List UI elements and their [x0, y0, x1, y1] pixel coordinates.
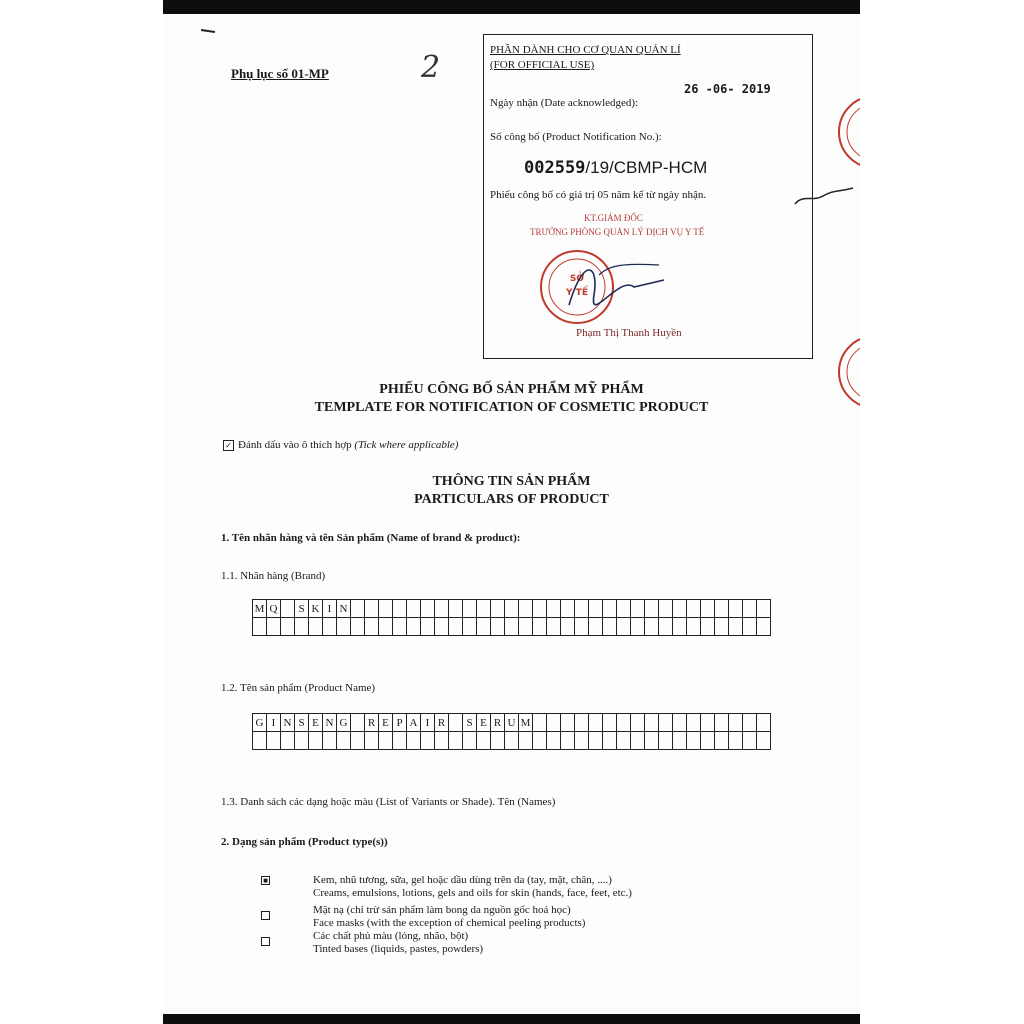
- notification-suffix: /19/CBMP-HCM: [585, 158, 708, 177]
- brand-grid-cell: [715, 600, 729, 618]
- official-title-vn: PHẦN DÀNH CHO CƠ QUAN QUẢN LÍ: [490, 44, 681, 56]
- brand-grid-cell: [547, 600, 561, 618]
- brand-grid-cell: [659, 618, 673, 636]
- product-grid-cell: [617, 732, 631, 750]
- brand-grid-cell: [477, 600, 491, 618]
- brand-grid-cell: Q: [267, 600, 281, 618]
- brand-grid-cell: [561, 618, 575, 636]
- brand-grid-cell: [407, 618, 421, 636]
- brand-grid: [252, 599, 771, 636]
- brand-grid-cell: [575, 618, 589, 636]
- brand-grid-cell: [533, 618, 547, 636]
- tick-instruction-vn: Đánh dấu vào ô thích hợp: [238, 439, 352, 451]
- svg-text:SỞ: SỞ: [569, 274, 585, 284]
- brand-grid-cell: [645, 600, 659, 618]
- brand-grid-cell: [365, 600, 379, 618]
- product-type-vn: Mặt nạ (chỉ trừ sản phẩm làm bong da nguồn gốc hoá học): [313, 904, 571, 916]
- brand-grid-cell: [687, 600, 701, 618]
- brand-grid-cell: I: [323, 600, 337, 618]
- brand-grid-cell: [407, 600, 421, 618]
- tick-instruction: [223, 439, 458, 451]
- product-grid-cell: [351, 732, 365, 750]
- brand-grid-cell: [631, 600, 645, 618]
- product-grid-cell: [547, 714, 561, 732]
- product-grid-cell: [365, 732, 379, 750]
- product-type-item: [261, 930, 821, 970]
- product-grid-cell: I: [267, 714, 281, 732]
- variants-label: 1.3. Danh sách các dạng hoặc màu (List of Variants or Shade). Tên (Names): [221, 796, 556, 808]
- product-label: 1.2. Tên sản phẩm (Product Name): [221, 682, 376, 694]
- brand-grid-cell: [757, 600, 771, 618]
- section-title-vn: THÔNG TIN SẢN PHẨM: [432, 474, 591, 489]
- notification-number-digits: 002559: [524, 158, 586, 178]
- brand-grid-cell: [701, 618, 715, 636]
- product-grid-row: [253, 714, 771, 732]
- brand-grid-cell: [491, 618, 505, 636]
- brand-grid-cell: [533, 600, 547, 618]
- svg-text:Y TẾ: Y TẾ: [566, 288, 588, 298]
- official-use-box: [483, 34, 813, 359]
- product-type-en: Tinted bases (liquids, pastes, powders): [313, 943, 484, 955]
- official-title: [490, 43, 681, 73]
- brand-grid-row: [253, 600, 771, 618]
- brand-grid-cell: [379, 618, 393, 636]
- checkbox-icon: [261, 937, 270, 946]
- product-grid-cell: [701, 714, 715, 732]
- product-grid-cell: [589, 714, 603, 732]
- product-grid-row: [253, 732, 771, 750]
- top-border: [163, 0, 860, 14]
- product-grid-cell: [729, 714, 743, 732]
- handwritten-number: 2: [421, 50, 441, 85]
- brand-grid-cell: [715, 618, 729, 636]
- brand-grid-cell: [491, 600, 505, 618]
- brand-grid-cell: [631, 618, 645, 636]
- brand-grid-cell: [435, 618, 449, 636]
- product-grid-cell: [421, 732, 435, 750]
- product-grid-cell: R: [365, 714, 379, 732]
- brand-grid-cell: [743, 618, 757, 636]
- date-value: 26 -06- 2019: [684, 82, 771, 96]
- product-grid-cell: [561, 732, 575, 750]
- product-grid-cell: [673, 714, 687, 732]
- brand-grid-cell: [463, 618, 477, 636]
- product-grid-cell: [645, 714, 659, 732]
- brand-grid-cell: [365, 618, 379, 636]
- product-grid-cell: [267, 732, 281, 750]
- brand-grid-cell: [617, 600, 631, 618]
- product-type-vn: Kem, nhũ tương, sữa, gel hoặc dầu dùng trên da (tay, mặt, chân, ....): [313, 874, 612, 886]
- product-types-list: [261, 874, 821, 970]
- brand-grid-cell: [323, 618, 337, 636]
- brand-grid-cell: [673, 618, 687, 636]
- product-grid-cell: [589, 732, 603, 750]
- product-grid-cell: [687, 714, 701, 732]
- product-grid-cell: S: [295, 714, 309, 732]
- bottom-border: [163, 1014, 860, 1024]
- product-grid-cell: [309, 732, 323, 750]
- product-grid-cell: [743, 714, 757, 732]
- brand-grid-cell: [463, 600, 477, 618]
- product-grid-cell: [295, 732, 309, 750]
- brand-grid-cell: [449, 600, 463, 618]
- brand-grid-cell: [617, 618, 631, 636]
- brand-grid-cell: K: [309, 600, 323, 618]
- product-grid-cell: [519, 732, 533, 750]
- brand-grid-cell: [659, 600, 673, 618]
- brand-label: 1.1. Nhãn hàng (Brand): [221, 570, 326, 582]
- product-grid-cell: [687, 732, 701, 750]
- product-grid-cell: [757, 714, 771, 732]
- appendix-label: Phụ lục số 01-MP: [231, 66, 329, 81]
- notification-label: Số công bố (Product Notification No.):: [490, 131, 662, 143]
- product-grid-cell: [757, 732, 771, 750]
- product-type-en: Creams, emulsions, lotions, gels and oils for skin (hands, face, feet, etc.): [313, 887, 632, 899]
- brand-grid-cell: [253, 618, 267, 636]
- product-type-en: Face masks (with the exception of chemical peeling products): [313, 917, 586, 929]
- product-grid-cell: N: [323, 714, 337, 732]
- validity-note: Phiếu công bố có giá trị 05 năm kể từ ngày nhận.: [490, 189, 707, 201]
- product-grid-cell: [533, 732, 547, 750]
- product-grid-cell: [617, 714, 631, 732]
- product-grid-cell: [729, 732, 743, 750]
- section2-heading: 2. Dạng sản phẩm (Product type(s)): [221, 836, 388, 848]
- brand-grid-cell: [449, 618, 463, 636]
- checkbox-icon: ■: [261, 876, 270, 885]
- product-grid: [252, 713, 771, 750]
- pen-mark: [201, 29, 215, 33]
- product-grid-cell: [645, 732, 659, 750]
- brand-grid-cell: [435, 600, 449, 618]
- product-grid-cell: [575, 732, 589, 750]
- brand-grid-cell: [519, 618, 533, 636]
- product-grid-cell: [533, 714, 547, 732]
- brand-grid-cell: N: [337, 600, 351, 618]
- product-grid-cell: [379, 732, 393, 750]
- product-grid-cell: R: [435, 714, 449, 732]
- brand-grid-cell: [267, 618, 281, 636]
- product-grid-cell: [393, 732, 407, 750]
- product-grid-cell: [631, 732, 645, 750]
- product-grid-cell: [715, 732, 729, 750]
- document-page: [163, 14, 860, 1014]
- section-title-en: PARTICULARS OF PRODUCT: [414, 492, 609, 507]
- brand-grid-cell: [337, 618, 351, 636]
- brand-grid-cell: M: [253, 600, 267, 618]
- product-grid-cell: [575, 714, 589, 732]
- brand-grid-cell: [673, 600, 687, 618]
- brand-grid-cell: [701, 600, 715, 618]
- brand-grid-cell: [477, 618, 491, 636]
- partial-stamp-icon: [835, 84, 860, 184]
- brand-grid-cell: [281, 618, 295, 636]
- date-label: Ngày nhận (Date acknowledged):: [490, 97, 639, 109]
- product-grid-cell: [477, 732, 491, 750]
- product-grid-cell: P: [393, 714, 407, 732]
- product-grid-cell: G: [253, 714, 267, 732]
- product-grid-cell: I: [421, 714, 435, 732]
- brand-grid-cell: [393, 600, 407, 618]
- brand-grid-row: [253, 618, 771, 636]
- brand-grid-cell: [351, 600, 365, 618]
- section1-heading: 1. Tên nhãn hàng và tên Sản phẩm (Name of brand & product):: [221, 532, 521, 544]
- brand-grid-cell: [645, 618, 659, 636]
- product-grid-cell: E: [477, 714, 491, 732]
- product-grid-cell: [435, 732, 449, 750]
- brand-grid-cell: [351, 618, 365, 636]
- brand-grid-cell: [505, 600, 519, 618]
- signer-name: Phạm Thị Thanh Huyền: [576, 327, 682, 339]
- product-grid-cell: [743, 732, 757, 750]
- product-grid-cell: S: [463, 714, 477, 732]
- product-grid-cell: R: [491, 714, 505, 732]
- brand-grid-cell: [757, 618, 771, 636]
- product-grid-cell: [561, 714, 575, 732]
- brand-grid-cell: [421, 600, 435, 618]
- signer-dept: TRƯỞNG PHÒNG QUẢN LÝ DỊCH VỤ Y TẾ: [530, 227, 705, 237]
- product-grid-cell: [351, 714, 365, 732]
- brand-grid-cell: [393, 618, 407, 636]
- brand-grid-cell: [281, 600, 295, 618]
- brand-grid-cell: [743, 600, 757, 618]
- brand-grid-cell: [561, 600, 575, 618]
- brand-grid-cell: [519, 600, 533, 618]
- product-grid-cell: A: [407, 714, 421, 732]
- product-grid-cell: [701, 732, 715, 750]
- brand-grid-cell: [379, 600, 393, 618]
- product-grid-cell: [323, 732, 337, 750]
- product-grid-cell: [337, 732, 351, 750]
- official-title-en: (FOR OFFICIAL USE): [490, 59, 595, 71]
- product-grid-cell: E: [309, 714, 323, 732]
- product-grid-cell: [659, 714, 673, 732]
- product-grid-cell: [603, 714, 617, 732]
- brand-grid-cell: [295, 618, 309, 636]
- checkbox-icon: [261, 911, 270, 920]
- brand-grid-cell: S: [295, 600, 309, 618]
- brand-grid-cell: [687, 618, 701, 636]
- brand-grid-cell: [603, 618, 617, 636]
- notification-number: [524, 158, 707, 178]
- brand-grid-cell: [729, 600, 743, 618]
- brand-grid-cell: [729, 618, 743, 636]
- form-title-en: TEMPLATE FOR NOTIFICATION OF COSMETIC PRODUCT: [314, 400, 709, 415]
- signer-title: KT.GIÁM ĐỐC: [584, 213, 643, 223]
- product-grid-cell: [449, 732, 463, 750]
- product-grid-cell: [281, 732, 295, 750]
- brand-grid-cell: [547, 618, 561, 636]
- checkbox-checked-icon: ✓: [223, 440, 234, 451]
- product-grid-cell: N: [281, 714, 295, 732]
- product-grid-cell: [603, 732, 617, 750]
- brand-grid-cell: [589, 618, 603, 636]
- product-type-vn: Các chất phủ màu (lỏng, nhão, bột): [313, 930, 469, 942]
- brand-grid-cell: [421, 618, 435, 636]
- product-grid-cell: [547, 732, 561, 750]
- product-grid-cell: [253, 732, 267, 750]
- brand-grid-cell: [505, 618, 519, 636]
- product-grid-cell: U: [505, 714, 519, 732]
- product-grid-cell: [449, 714, 463, 732]
- brand-grid-cell: [603, 600, 617, 618]
- official-stamp-icon: [539, 235, 669, 335]
- product-grid-cell: [407, 732, 421, 750]
- brand-grid-cell: [309, 618, 323, 636]
- product-grid-cell: M: [519, 714, 533, 732]
- product-grid-cell: [463, 732, 477, 750]
- product-grid-cell: E: [379, 714, 393, 732]
- product-grid-cell: [673, 732, 687, 750]
- product-grid-cell: [505, 732, 519, 750]
- product-grid-cell: G: [337, 714, 351, 732]
- tick-instruction-en: (Tick where applicable): [354, 439, 459, 451]
- product-grid-cell: [491, 732, 505, 750]
- product-grid-cell: [631, 714, 645, 732]
- signature-stroke-icon: [793, 174, 860, 214]
- brand-grid-cell: [589, 600, 603, 618]
- product-grid-cell: [715, 714, 729, 732]
- form-title-vn: PHIẾU CÔNG BỐ SẢN PHẨM MỸ PHẨM: [379, 382, 644, 397]
- product-grid-cell: [659, 732, 673, 750]
- brand-grid-cell: [575, 600, 589, 618]
